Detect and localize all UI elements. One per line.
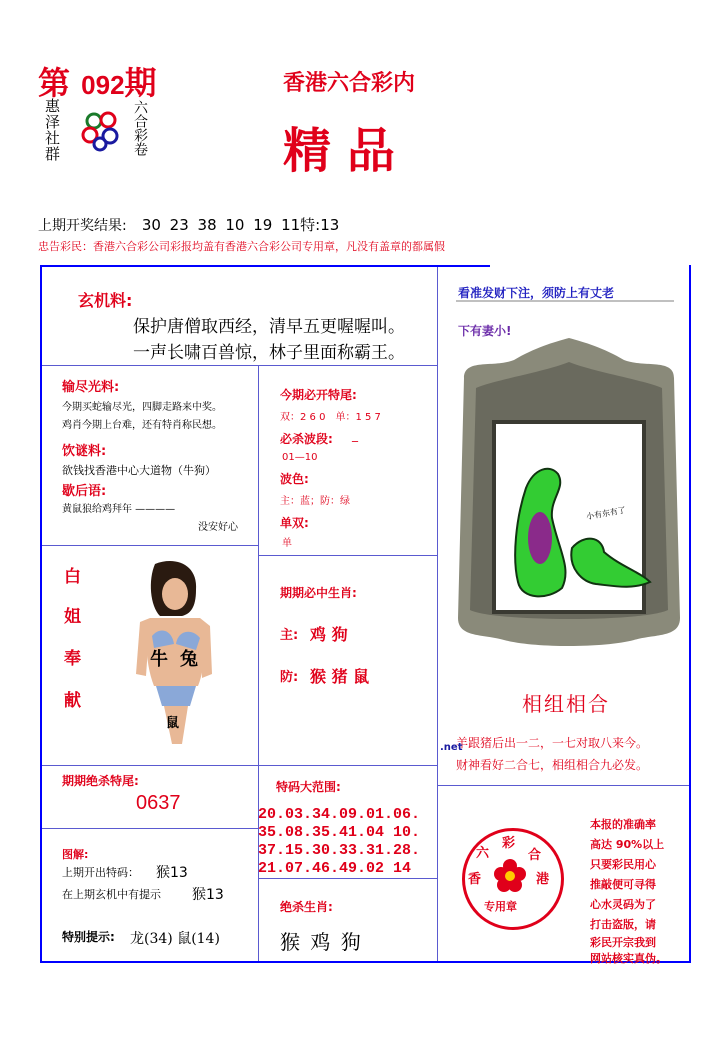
issue-number: 092 <box>81 70 125 100</box>
right-verse-2: 财神看好二合七，相组相合九必发。 <box>456 758 649 772</box>
zodiac-alt-label: 防: <box>280 670 299 685</box>
kill-zodiac-label: 绝杀生肖: <box>280 900 333 914</box>
accuracy-line-2: 高达 90%以上 <box>590 838 665 851</box>
mid-divider-1 <box>258 365 259 555</box>
shujin-line2: 鸡肖今期上台难，还有特肖称民想。 <box>62 420 222 431</box>
results-notice: 忠告彩民：香港六合彩公司彩报均盖有香港六合彩公司专用章，凡没有盖章的都属假 <box>38 240 445 253</box>
tujie-label: 图解: <box>62 848 89 861</box>
tujie-line1-value: 猴13 <box>156 865 188 881</box>
xiehouyu-text: 黄鼠狼给鸡拜年 ———— <box>62 504 176 515</box>
accuracy-line-8: 网站核实真伪。 <box>590 952 667 965</box>
odd-label: 单双: <box>280 516 309 530</box>
h-divider-6 <box>258 878 438 879</box>
header-mask <box>420 55 723 185</box>
xuanji-line1: 保护唐僧取西经，清早五更喔喔叫。 <box>133 317 405 337</box>
range-label: 特码大范围: <box>276 780 341 794</box>
h-divider-7 <box>438 785 689 786</box>
odd-value: 单 <box>282 538 292 549</box>
color-value: 主：蓝；防：绿 <box>280 496 350 507</box>
right-vertical-text: 六合彩卷 <box>132 100 148 156</box>
zodiac-alt-value: 猴 猪 鼠 <box>310 667 370 686</box>
yinliao-label: 饮谜料: <box>62 444 107 459</box>
color-label: 波色: <box>280 472 309 486</box>
seal-right: 港 <box>536 872 550 887</box>
overlay-niu: 牛 <box>150 649 168 670</box>
seal-flower-icon <box>490 855 530 895</box>
range-row-3: 37.15.30.33.31.28. <box>258 842 421 859</box>
tujie-line2: 在上期玄机中有提示 <box>62 888 161 901</box>
baijie-char-1: 白 <box>64 567 81 587</box>
right-border <box>689 265 691 963</box>
xiehouyu-answer: 没安好心 <box>198 522 238 533</box>
tail-value: 双：2 6 0 单：1 5 7 <box>280 412 381 423</box>
special-label: 特别提示: <box>62 930 115 944</box>
baijie-char-4: 献 <box>64 691 81 711</box>
overlay-tu: 兔 <box>180 649 198 670</box>
accuracy-line-7: 彩民开宗我到 <box>590 936 656 949</box>
center-divider <box>437 267 438 961</box>
results-label: 上期开奖结果: <box>38 218 127 234</box>
tujie-line2-value: 猴13 <box>192 887 224 903</box>
left-vertical-text: 惠泽社群 <box>43 98 61 162</box>
h-divider-4 <box>42 765 437 766</box>
h-divider-2 <box>42 545 258 546</box>
right-verse-1: 羊跟猪后出一二，一七对取八来今。 <box>456 736 649 750</box>
zodiac-main-label: 主: <box>280 628 299 643</box>
left-border <box>40 265 42 963</box>
kill-zodiac-value: 猴 鸡 狗 <box>280 930 363 954</box>
header-big-title: 精品 <box>283 123 412 179</box>
wave-label: 必杀波段: <box>280 432 333 446</box>
issue-prefix: 第 <box>38 64 71 102</box>
seal-bottom: 专用章 <box>484 900 517 913</box>
accuracy-line-6: 打击盗版，请 <box>590 918 656 931</box>
results-numbers: 30 23 38 10 19 11特:13 <box>141 216 340 234</box>
accuracy-line-4: 推敲便可寻得 <box>590 878 656 891</box>
shujin-line1: 今期买蛇输尽光，四脚走路来中奖。 <box>62 402 222 413</box>
results-row <box>38 214 339 235</box>
h-divider-5 <box>42 828 258 829</box>
caption-underline <box>456 300 674 302</box>
xuanji-label: 玄机料: <box>78 291 133 310</box>
right-caption-2: 下有妻小! <box>458 324 512 338</box>
seal-top2: 彩 <box>502 836 516 851</box>
range-row-2: 35.08.35.41.04 10. <box>258 824 421 841</box>
kill-tail-label: 期期绝杀特尾: <box>62 774 139 788</box>
ornate-frame-picture <box>454 338 684 648</box>
frame-note: 小有东有了 <box>585 505 627 522</box>
xiehouyu-label: 歇后语: <box>62 484 107 499</box>
top-border <box>40 265 490 267</box>
tujie-line1: 上期开出特码： <box>62 866 139 879</box>
mid-divider-2 <box>258 555 259 961</box>
yinliao-text: 欲钱找香港中心大道物（牛狗） <box>62 464 216 477</box>
accuracy-line-3: 只要彩民用心 <box>590 858 656 871</box>
range-row-4: 21.07.46.49.02 14 <box>258 860 412 877</box>
tail-label: 今期必开特尾: <box>280 388 357 402</box>
zodiac-main-value: 鸡 狗 <box>310 625 348 644</box>
baijie-char-3: 奉 <box>64 649 81 669</box>
header-title: 香港六合彩内 <box>283 70 416 96</box>
accuracy-line-1: 本报的准确率 <box>590 818 656 831</box>
wave-dash: _ <box>352 428 358 442</box>
logo-rings-icon <box>80 108 124 152</box>
zodiac-label: 期期必中生肖: <box>280 586 357 600</box>
overlay-shu: 鼠 <box>166 716 180 731</box>
net-text: .net <box>440 742 463 753</box>
range-row-1: 20.03.34.09.01.06. <box>258 806 421 823</box>
right-heading: 相组相合 <box>522 692 610 716</box>
h-divider-1 <box>42 365 437 366</box>
kill-tail-value: 0637 <box>136 792 181 814</box>
h-divider-3 <box>258 555 438 556</box>
right-caption-1: 看准发财下注，须防上有丈老 <box>458 286 615 300</box>
issue-suffix: 期 <box>124 64 157 102</box>
seal-top: 六 <box>476 846 490 861</box>
accuracy-line-5: 心水灵码为了 <box>590 898 656 911</box>
special-value: 龙(34) 鼠(14) <box>130 931 220 947</box>
seal-left: 香 <box>468 872 482 887</box>
wave-value: 01—10 <box>282 452 318 463</box>
shujin-label: 输尽光料: <box>62 380 120 395</box>
xuanji-line2: 一声长啸百兽惊，林子里面称霸王。 <box>133 343 405 363</box>
seal-top3: 合 <box>528 848 542 863</box>
baijie-char-2: 姐 <box>64 607 81 627</box>
